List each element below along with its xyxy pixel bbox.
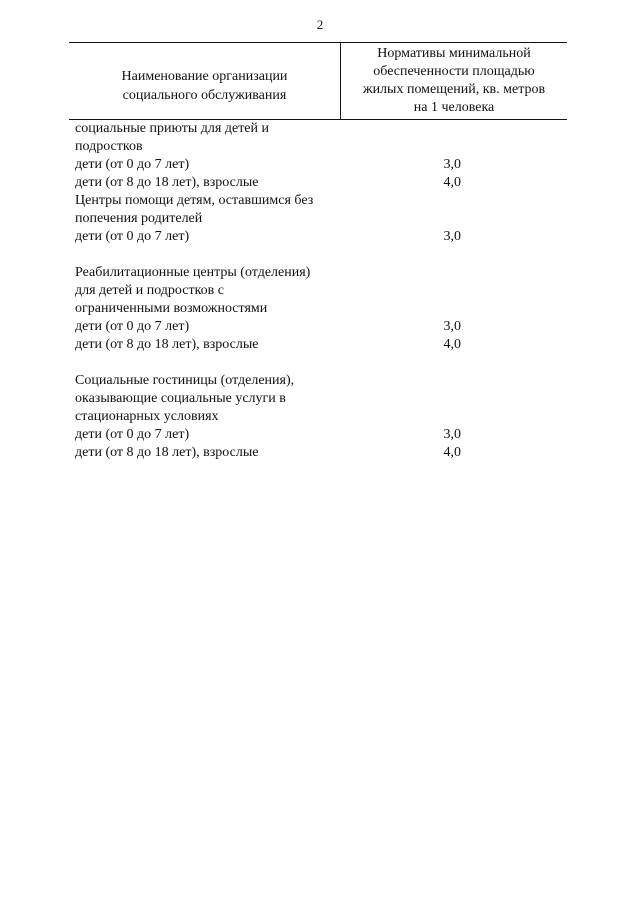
row-value: 3,0: [443, 319, 461, 334]
header-org-line-1: Наименование организации: [121, 69, 288, 84]
header-norm-line-2: обеспеченности площадью: [373, 64, 535, 79]
row-label: дети (от 8 до 18 лет), взрослые: [75, 445, 259, 460]
table-row-spacer: [75, 354, 567, 372]
table-row: [75, 300, 567, 318]
table-row: [75, 426, 567, 444]
row-label: стационарных условиях: [75, 409, 219, 424]
row-label: для детей и подростков с: [75, 283, 225, 298]
table-row: [75, 120, 567, 138]
header-org-line-2: социального обслуживания: [122, 88, 287, 103]
table-row: [75, 228, 567, 246]
table-row: [75, 282, 567, 300]
table-row: [75, 192, 567, 210]
header-norm-line-4: на 1 человека: [413, 100, 495, 115]
row-label: дети (от 0 до 7 лет): [75, 319, 190, 334]
row-label: дети (от 0 до 7 лет): [75, 157, 190, 172]
table-header: [69, 42, 567, 120]
header-norm-line-1: Нормативы минимальной: [377, 46, 531, 61]
row-label: дети (от 8 до 18 лет), взрослые: [75, 175, 259, 190]
table-row: [75, 174, 567, 192]
header-column-organization: [69, 43, 341, 119]
table-row: [75, 210, 567, 228]
row-label: ограниченными возможностями: [75, 301, 268, 316]
table-row: [75, 318, 567, 336]
row-label: дети (от 0 до 7 лет): [75, 229, 190, 244]
table-row: [75, 138, 567, 156]
row-label: подростков: [75, 139, 143, 154]
row-value: 3,0: [443, 157, 461, 172]
row-label: Центры помощи детям, оставшимся без: [75, 193, 314, 208]
row-value: 4,0: [443, 445, 461, 460]
table-row: [75, 372, 567, 390]
row-label: Реабилитационные центры (отделения): [75, 265, 311, 280]
table-row: [75, 156, 567, 174]
table-row: [75, 336, 567, 354]
table-row-spacer: [75, 246, 567, 264]
page-number: 2: [316, 17, 324, 32]
header-column-norms: [341, 43, 567, 119]
row-label: [75, 246, 375, 264]
header-norm-line-3: жилых помещений, кв. метров: [362, 82, 546, 97]
row-value: 4,0: [443, 175, 461, 190]
row-label: Социальные гостиницы (отделения),: [75, 373, 295, 388]
row-value: 4,0: [443, 337, 461, 352]
table-row: [75, 264, 567, 282]
row-label: социальные приюты для детей и: [75, 121, 270, 136]
table-body: [75, 120, 567, 462]
table-row: [75, 444, 567, 462]
row-label: [75, 354, 375, 372]
row-label: дети (от 8 до 18 лет), взрослые: [75, 337, 259, 352]
row-label: оказывающие социальные услуги в: [75, 391, 286, 406]
table-row: [75, 408, 567, 426]
table-row: [75, 390, 567, 408]
row-label: дети (от 0 до 7 лет): [75, 427, 190, 442]
row-value: 3,0: [443, 229, 461, 244]
row-value: 3,0: [443, 427, 461, 442]
row-label: попечения родителей: [75, 211, 203, 226]
